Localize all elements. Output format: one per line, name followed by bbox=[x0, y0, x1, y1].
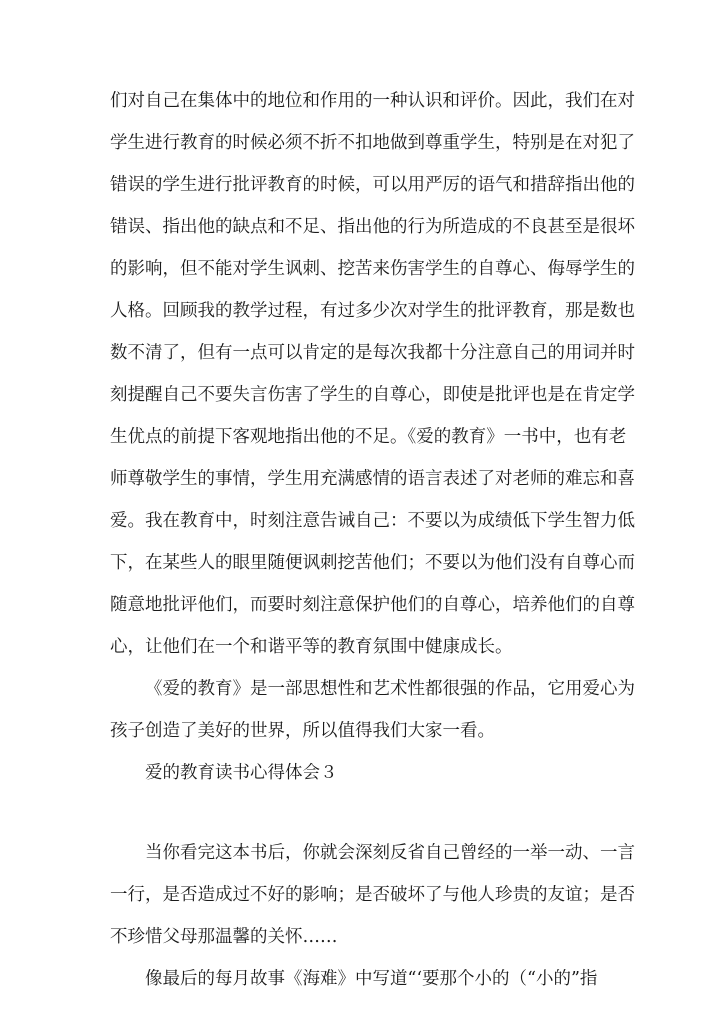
paragraph-line: 学生进行教育的时候必须不折不扣地做到尊重学生，特别是在对犯了 bbox=[110, 133, 635, 153]
paragraph-line: 《爱的教育》是一部思想性和艺术性都很强的作品，它用爱心为 bbox=[145, 679, 635, 699]
paragraph-line: 刻提醒自己不要失言伤害了学生的自尊心，即使是批评也是在肯定学 bbox=[110, 385, 635, 405]
paragraph-line: 像最后的每月故事《海难》中写道“‘要那个小的（“小的”指 bbox=[145, 969, 598, 989]
paragraph-line: 的影响，但不能对学生讽刺、挖苦来伤害学生的自尊心、侮辱学生的 bbox=[110, 259, 635, 279]
paragraph-line: 错误的学生进行批评教育的时候，可以用严厉的语气和措辞指出他的 bbox=[110, 175, 635, 195]
paragraph-line: 爱。我在教育中，时刻注意告诫自己：不要以为成绩低下学生智力低 bbox=[110, 511, 635, 531]
paragraph-line: 随意地批评他们，而要时刻注意保护他们的自尊心，培养他们的自尊 bbox=[110, 595, 635, 615]
paragraph-line: 孩子创造了美好的世界，所以值得我们大家一看。 bbox=[110, 721, 495, 741]
paragraph-line: 心，让他们在一个和谐平等的教育氛围中健康成长。 bbox=[110, 637, 513, 657]
paragraph-line: 们对自己在集体中的地位和作用的一种认识和评价。因此，我们在对 bbox=[110, 91, 635, 111]
paragraph-line: 师尊敬学生的事情，学生用充满感情的语言表述了对老师的难忘和喜 bbox=[110, 469, 635, 489]
paragraph-line: 当你看完这本书后，你就会深刻反省自己曾经的一举一动、一言 bbox=[145, 843, 635, 863]
paragraph-line: 不珍惜父母那温馨的关怀…… bbox=[110, 927, 338, 947]
paragraph-line: 人格。回顾我的教学过程，有过多少次对学生的批评教育，那是数也 bbox=[110, 301, 635, 321]
paragraph-line: 下，在某些人的眼里随便讽刺挖苦他们；不要以为他们没有自尊心而 bbox=[110, 553, 635, 573]
paragraph-line: 数不清了，但有一点可以肯定的是每次我都十分注意自己的用词并时 bbox=[110, 343, 635, 363]
paragraph-line: 一行，是否造成过不好的影响；是否破坏了与他人珍贵的友谊；是否 bbox=[110, 885, 635, 905]
section-heading: 爱的教育读书心得体会３ bbox=[145, 763, 338, 783]
paragraph-line: 生优点的前提下客观地指出他的不足。《爱的教育》一书中，也有老 bbox=[110, 427, 627, 447]
paragraph-line: 错误、指出他的缺点和不足、指出他的行为所造成的不良甚至是很坏 bbox=[110, 217, 635, 237]
